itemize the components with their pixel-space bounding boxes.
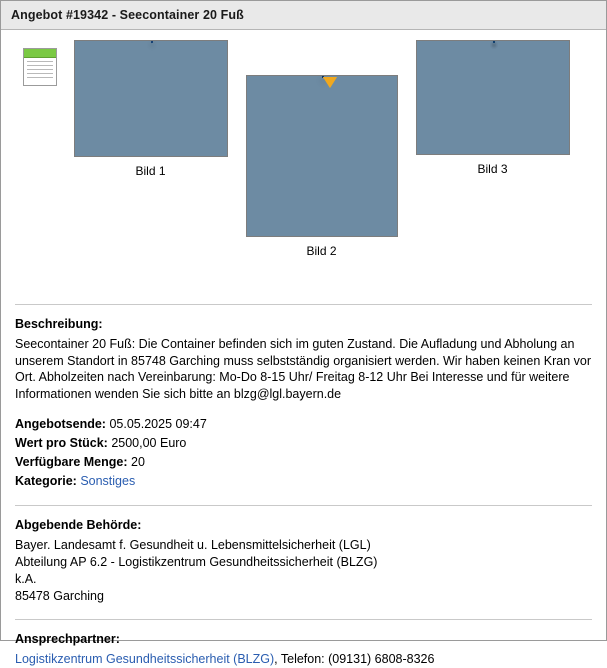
- thumbnail-row: [15, 40, 592, 258]
- document-icon-header: [24, 49, 56, 58]
- image-thumbnail-3[interactable]: [416, 40, 570, 155]
- fact-price: [15, 434, 592, 453]
- document-icon-lines: [24, 58, 56, 78]
- contact-phone: , Telefon: (09131) 6808-8326: [274, 652, 435, 666]
- image-thumbnail-1[interactable]: [74, 40, 228, 157]
- authority-line-1: Bayer. Landesamt f. Gesundheit u. Lebensmittelsicherheit (LGL): [15, 538, 371, 552]
- image-caption-3: Bild 3: [477, 162, 508, 176]
- contact-link[interactable]: Logistikzentrum Gesundheitssicherheit (BLZG): [15, 652, 275, 666]
- divider-contact: [15, 619, 592, 620]
- quantity-value: 20: [131, 455, 145, 469]
- gallery-item-3[interactable]: [416, 40, 570, 176]
- authority-line-4: 85478 Garching: [15, 589, 104, 603]
- fact-quantity: [15, 453, 592, 472]
- contact-heading: Ansprechpartner:: [15, 632, 120, 646]
- page-title: Angebot #19342 - Seecontainer 20 Fuß: [11, 8, 244, 22]
- image-caption-2: Bild 2: [306, 244, 337, 258]
- offer-end-value: 05.05.2025 09:47: [109, 417, 207, 431]
- description-section: [15, 317, 592, 402]
- authority-heading: Abgebende Behörde:: [15, 518, 142, 532]
- fact-offer-end: [15, 415, 592, 434]
- title-bar: [1, 1, 606, 30]
- image-caption-1: Bild 1: [135, 164, 166, 178]
- document-icon[interactable]: [23, 48, 57, 86]
- description-heading: Beschreibung:: [15, 317, 103, 331]
- container-doors: [322, 76, 324, 78]
- description-text: Seecontainer 20 Fuß: Die Container befinden sich im guten Zustand. Die Aufladung und Abholung an unserem Standort in 85748 Garching muss selbstständig organisiert werden. Wir haben keinen Kran vor Ort. Abholzeiten nach Vereinbarung: Mo-Do 8-15 Uhr/ Freitag 8-12 Uhr Bei Interesse und für weitere Informationen wenden Sie sich bitte an blzg@lgl.bayern.de: [15, 337, 592, 401]
- offer-end-label: Angebotsende:: [15, 417, 106, 431]
- authority-section: [15, 518, 592, 605]
- fact-category: [15, 472, 592, 491]
- content-area: [1, 30, 606, 668]
- quantity-label: Verfügbare Menge:: [15, 455, 128, 469]
- contact-section: [15, 632, 592, 668]
- category-link[interactable]: Sonstiges: [80, 474, 136, 488]
- category-label: Kategorie:: [15, 474, 77, 488]
- facts-section: [15, 415, 592, 491]
- gallery-item-1[interactable]: [74, 40, 228, 178]
- divider-authority: [15, 505, 592, 506]
- price-label: Wert pro Stück:: [15, 436, 108, 450]
- authority-line-3: k.A.: [15, 572, 37, 586]
- price-value: 2500,00 Euro: [111, 436, 187, 450]
- contact-details: [15, 651, 592, 668]
- divider-top: [15, 304, 592, 305]
- image-gallery: [15, 40, 592, 290]
- image-thumbnail-2[interactable]: [246, 75, 398, 237]
- gallery-item-2[interactable]: [246, 75, 398, 258]
- authority-line-2: Abteilung AP 6.2 - Logistikzentrum Gesundheitssicherheit (BLZG): [15, 555, 378, 569]
